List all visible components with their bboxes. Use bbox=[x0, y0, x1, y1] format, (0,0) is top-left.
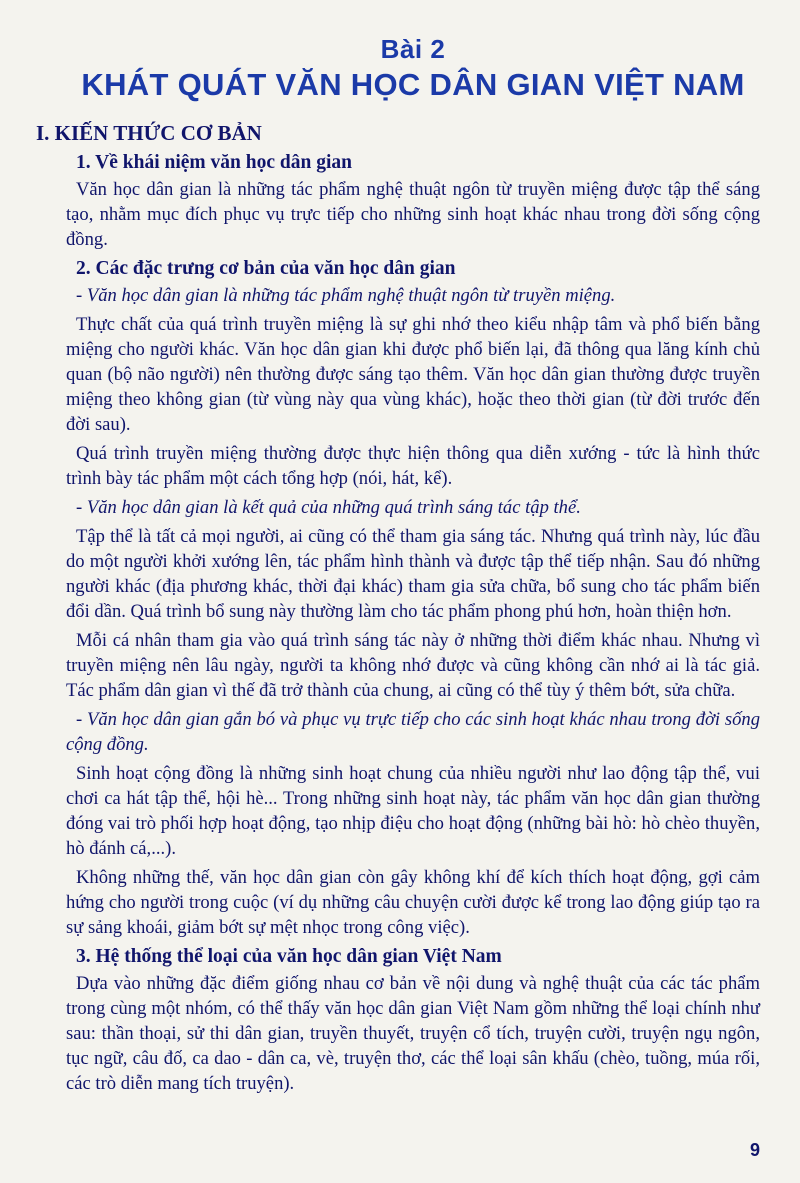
page-number: 9 bbox=[749, 1140, 760, 1160]
paragraph-definition: Văn học dân gian là những tác phẩm nghệ thuật ngôn từ truyền miệng được tập thể sáng tạo, nhằm mục đích phục vụ trực tiếp cho những sinh hoạt khác nhau trong đời sống cộng đồng. bbox=[66, 179, 760, 250]
paragraph-oral-process: Thực chất của quá trình truyền miệng là sự ghi nhớ theo kiểu nhập tâm và phổ biến bằng miệng cho người khác. Văn học dân gian khi được phổ biến lại, đã thông qua lăng kính chủ quan (bộ não người) nên thường được sáng tạo thêm. Văn học dân gian thường được truyền miệng theo không gian (từ vùng này qua vùng khác), hoặc theo thời gian (từ đời trước đến đời sau). bbox=[66, 314, 760, 435]
lesson-label: Bài 2 bbox=[380, 34, 446, 64]
paragraph-individual: Mỗi cá nhân tham gia vào quá trình sáng tác này ở những thời điểm khác nhau. Nhưng vì truyền miệng nên lâu ngày, người ta không nhớ được và cũng không cần nhớ ai là tác giả. Tác phẩm dân gian vì thế đã trở thành của chung, ai cũng có thể tùy ý thêm bớt, sửa chữa. bbox=[66, 630, 760, 701]
lesson-title: KHÁT QUÁT VĂN HỌC DÂN GIAN VIỆT NAM bbox=[81, 67, 745, 102]
sub-heading-1: 1. Về khái niệm văn học dân gian bbox=[76, 152, 352, 173]
paragraph-feature-collective: - Văn học dân gian là kết quả của những quá trình sáng tác tập thể. bbox=[76, 497, 581, 518]
paragraph-feature-oral: - Văn học dân gian là những tác phẩm nghệ thuật ngôn từ truyền miệng. bbox=[76, 285, 616, 306]
paragraph-collective: Tập thể là tất cả mọi người, ai cũng có thể tham gia sáng tác. Nhưng quá trình này, lúc đầu do một người khởi xướng lên, tác phẩm hình thành và được tập thể tiếp nhận. Sau đó những người khác (địa phương khác, thời đại khác) tham gia sửa chữa, bổ sung cho tác phẩm biến đổi dần. Quá trình bổ sung này thường làm cho tác phẩm phong phú hơn, hoàn thiện hơn. bbox=[66, 526, 760, 622]
paragraph-community-activities: Sinh hoạt cộng đồng là những sinh hoạt chung của nhiều người như lao động tập thể, vui chơi ca hát tập thể, hội hè... Trong những sinh hoạt này, tác phẩm văn học dân gian thường đóng vai trò phối hợp hoạt động, tạo nhịp điệu cho hoạt động (những bài hò: hò chèo thuyền, hò đánh cá,...). bbox=[66, 763, 760, 859]
paragraph-atmosphere: Không những thế, văn học dân gian còn gây không khí để kích thích hoạt động, gợi cảm hứng cho người trong cuộc (ví dụ những câu chuyện cười được kể trong lao động giúp tạo ra sự sảng khoái, giảm bớt sự mệt nhọc trong công việc). bbox=[66, 867, 760, 938]
section-heading: I. KIẾN THỨC CƠ BẢN bbox=[36, 121, 262, 145]
paragraph-feature-community: - Văn học dân gian gắn bó và phục vụ trực tiếp cho các sinh hoạt khác nhau trong đời sống cộng đồng. bbox=[66, 709, 760, 755]
paragraph-genres: Dựa vào những đặc điểm giống nhau cơ bản về nội dung và nghệ thuật của các tác phẩm trong cùng một nhóm, có thể thấy văn học dân gian Việt Nam gồm những thể loại chính như sau: thần thoại, sử thi dân gian, truyền thuyết, truyện cổ tích, truyện cười, truyện ngụ ngôn, tục ngữ, câu đố, ca dao - dân ca, vè, truyện thơ, các thể loại sân khấu (chèo, tuồng, múa rối, các trò diễn mang tích truyện). bbox=[66, 973, 760, 1094]
sub-heading-2: 2. Các đặc trưng cơ bản của văn học dân gian bbox=[76, 258, 456, 279]
sub-heading-3: 3. Hệ thống thể loại của văn học dân gian Việt Nam bbox=[76, 946, 502, 967]
paragraph-performance: Quá trình truyền miệng thường được thực hiện thông qua diễn xướng - tức là hình thức trình bày tác phẩm một cách tổng hợp (nói, hát, kể). bbox=[66, 443, 760, 489]
